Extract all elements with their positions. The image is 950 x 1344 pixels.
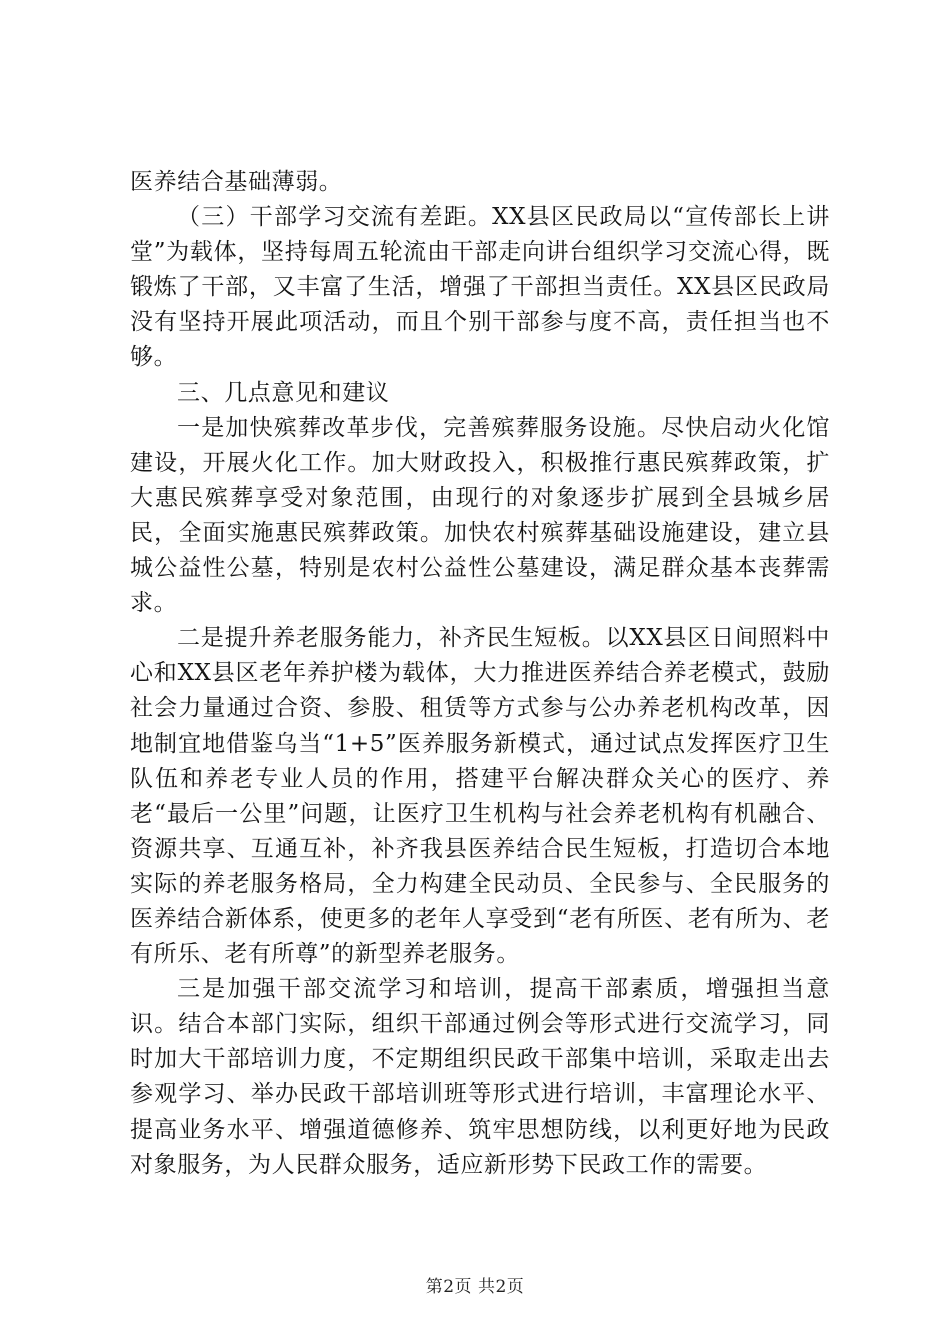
paragraph-5: 三是加强干部交流学习和培训，提高干部素质，增强担当意识。结合本部门实际，组织干部通过例会等形式进行交流学习，同时加大干部培训力度，不定期组织民政干部集中培训，采取走出去参观学习、举办民政干部培训班等形式进行培训，丰富理论水平、提高业务水平、增强道德修养、筑牢思想防线，以利更好地为民政对象服务，为人民群众服务，适应新形势下民政工作的需要。 (130, 976, 830, 1178)
paragraph-1: （三）干部学习交流有差距。XX县区民政局以“宣传部长上讲堂”为载体，坚持每周五轮流由干部走向讲台组织学习交流心得，既锻炼了干部，又丰富了生活，增强了干部担当责任。XX县区民政局没有坚持开展此项活动，而且个别干部参与度不高，责任担当也不够。 (130, 204, 830, 371)
paragraph-3: 一是加快殡葬改革步伐，完善殡葬服务设施。尽快启动火化馆建设，开展火化工作。加大财政投入，积极推行惠民殡葬政策，扩大惠民殡葬享受对象范围，由现行的对象逐步扩展到全县城乡居民，全面实施惠民殡葬政策。加快农村殡葬基础设施建设，建立县城公益性公墓，特别是农村公益性公墓建设，满足群众基本丧葬需求。 (130, 414, 830, 617)
paragraph-0: 医养结合基础薄弱。 (130, 169, 343, 195)
page-footer: 第2页 共2页 (425, 1277, 525, 1297)
document-body (130, 165, 830, 1183)
section-heading: 三、几点意见和建议 (177, 379, 390, 406)
paragraph-4: 二是提升养老服务能力，补齐民生短板。以XX县区日间照料中心和XX县区老年养护楼为载体，大力推进医养结合养老模式，鼓励社会力量通过合资、参股、租赁等方式参与公办养老机构改革，因地制宜地借鉴乌当“1+5”医养服务新模式，通过试点发挥医疗卫生队伍和养老专业人员的作用，搭建平台解决群众关心的医疗、养老“最后一公里”问题，让医疗卫生机构与社会养老机构有机融合、资源共享、互通互补，补齐我县医养结合民生短板，打造切合本地实际的养老服务格局，全力构建全民动员、全民参与、全民服务的医养结合新体系，使更多的老年人享受到“老有所医、老有所为、老有所乐、老有所尊”的新型养老服务。 (130, 625, 830, 968)
